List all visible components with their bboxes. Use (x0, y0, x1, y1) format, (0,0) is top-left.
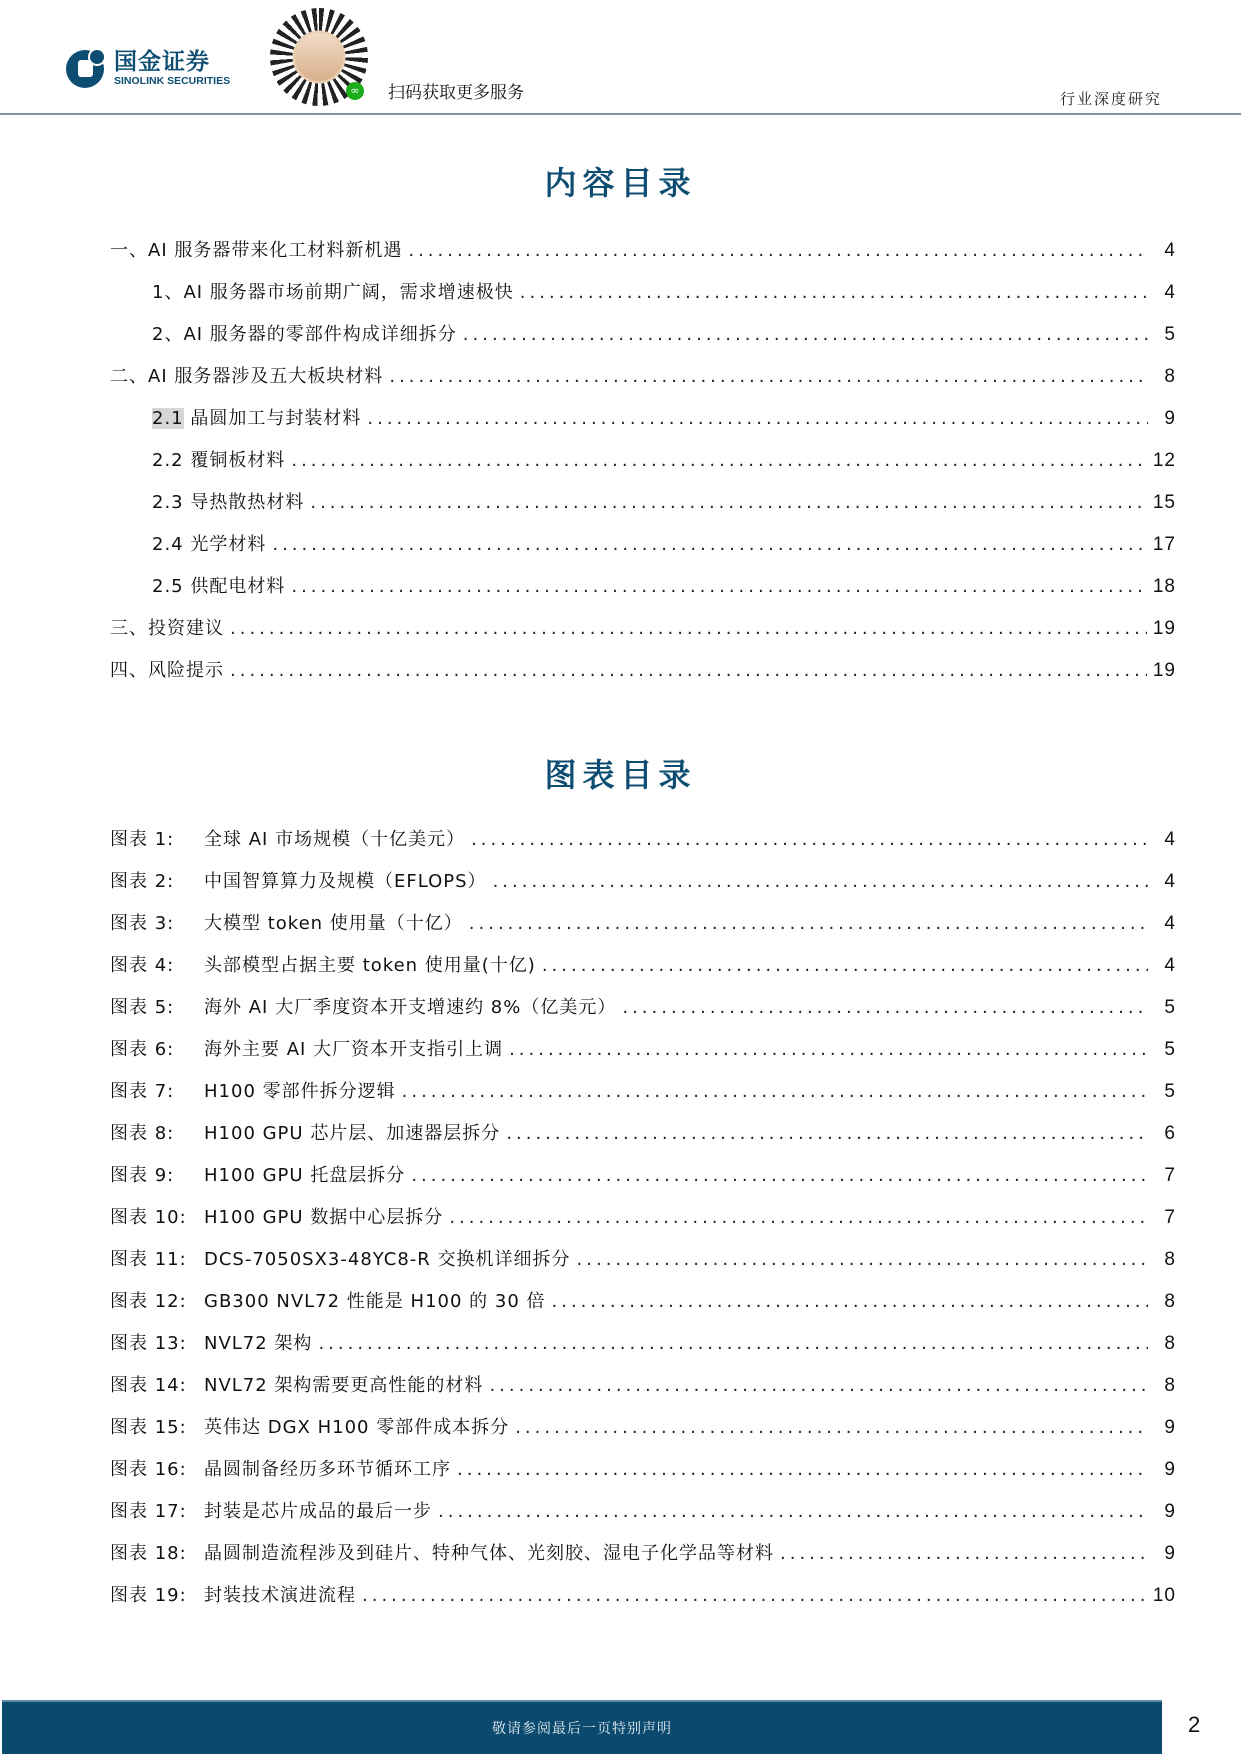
dot-leader (515, 1417, 1148, 1438)
figures-list (110, 825, 1176, 1623)
toc-page-number: 9 (1164, 408, 1176, 429)
toc-page-number: 5 (1164, 324, 1176, 345)
dot-leader (402, 1081, 1148, 1102)
figures-title: 图表目录 (544, 756, 697, 794)
toc-entry[interactable]: 2.3 导热散热材料 ..... 15 (110, 488, 1176, 530)
dot-leader (509, 1039, 1148, 1060)
dot-leader (463, 324, 1148, 345)
mini-program-icon: ∞ (346, 82, 364, 100)
figure-entry[interactable]: 图表 1: 全球 AI 市场规模（十亿美元） ..... 4 (110, 825, 1176, 867)
dot-leader (318, 1333, 1148, 1354)
dot-leader (577, 1249, 1148, 1270)
dot-leader (291, 450, 1147, 471)
figure-entry[interactable]: 图表 12: GB300 NVL72 性能是 H100 的 30 倍 ..... 8 (110, 1287, 1176, 1329)
selection-highlight: 2.1 (152, 408, 184, 429)
figure-entry[interactable]: 图表 10: H100 GPU 数据中心层拆分 ..... 7 (110, 1203, 1176, 1245)
figure-page-number: 4 (1164, 955, 1176, 976)
figure-entry[interactable]: 图表 16: 晶圆制备经历多环节循环工序 ..... 9 (110, 1455, 1176, 1497)
sinolink-logo-icon (66, 48, 106, 88)
figure-page-number: 5 (1164, 1039, 1176, 1060)
toc-entry[interactable]: 四、风险提示 ..... 19 (110, 656, 1176, 698)
disclaimer-notice: 敬请参阅最后一页特别声明 (492, 1721, 672, 1737)
figure-entry[interactable]: 图表 4: 头部模型占据主要 token 使用量(十亿) ..... 4 (110, 951, 1176, 993)
toc-entry[interactable]: 2.4 光学材料 ..... 17 (110, 530, 1176, 572)
qr-code-icon[interactable] (270, 8, 368, 106)
page-header (0, 0, 1241, 115)
contents-list (110, 236, 1176, 698)
toc-entry[interactable]: 二、AI 服务器涉及五大板块材料 ..... 8 (110, 362, 1176, 404)
toc-entry[interactable]: 2、AI 服务器的零部件构成详细拆分 ..... 5 (110, 320, 1176, 362)
figure-page-number: 9 (1164, 1543, 1176, 1564)
dot-leader (780, 1543, 1148, 1564)
qr-center-logo-icon (295, 33, 343, 81)
contents-title: 内容目录 (544, 164, 697, 202)
figure-page-number: 4 (1164, 871, 1176, 892)
figure-page-number: 7 (1164, 1165, 1176, 1186)
dot-leader (389, 366, 1148, 387)
figure-page-number: 9 (1164, 1459, 1176, 1480)
figure-page-number: 8 (1164, 1249, 1176, 1270)
figure-page-number: 4 (1164, 829, 1176, 850)
dot-leader (411, 1165, 1148, 1186)
figure-entry[interactable]: 图表 8: H100 GPU 芯片层、加速器层拆分 ..... 6 (110, 1119, 1176, 1161)
figure-entry[interactable]: 图表 3: 大模型 token 使用量（十亿） ..... 4 (110, 909, 1176, 951)
toc-page-number: 18 (1152, 576, 1176, 597)
page-footer (0, 1700, 1241, 1754)
toc-page-number: 19 (1152, 618, 1176, 639)
figure-entry[interactable]: 图表 15: 英伟达 DGX H100 零部件成本拆分 ..... 9 (110, 1413, 1176, 1455)
dot-leader (230, 660, 1147, 681)
brand-name-cn: 国金证券 (114, 48, 210, 75)
figure-page-number: 10 (1152, 1585, 1176, 1606)
dot-leader (272, 534, 1147, 555)
figure-page-number: 9 (1164, 1417, 1176, 1438)
dot-leader (506, 1123, 1148, 1144)
figure-page-number: 5 (1164, 997, 1176, 1018)
toc-page-number: 12 (1152, 450, 1176, 471)
figure-entry[interactable]: 图表 5: 海外 AI 大厂季度资本开支增速约 8%（亿美元） ..... 5 (110, 993, 1176, 1035)
figure-page-number: 5 (1164, 1081, 1176, 1102)
figure-entry[interactable]: 图表 11: DCS-7050SX3-48YC8-R 交换机详细拆分 ..... 8 (110, 1245, 1176, 1287)
toc-entry[interactable]: 1、AI 服务器市场前期广阔，需求增速极快 ..... 4 (110, 278, 1176, 320)
dot-leader (230, 618, 1147, 639)
toc-entry[interactable]: 2.5 供配电材料 ..... 18 (110, 572, 1176, 614)
dot-leader (310, 492, 1147, 513)
figure-entry[interactable]: 图表 14: NVL72 架构需要更高性能的材料 ..... 8 (110, 1371, 1176, 1413)
dot-leader (291, 576, 1147, 597)
figure-entry[interactable]: 图表 19: 封装技术演进流程 ..... 10 (110, 1581, 1176, 1623)
brand-name-en: SINOLINK SECURITIES (114, 74, 231, 87)
dot-leader (542, 955, 1148, 976)
toc-entry[interactable]: 一、AI 服务器带来化工材料新机遇 ..... 4 (110, 236, 1176, 278)
toc-page-number: 4 (1164, 240, 1176, 261)
toc-page-number: 4 (1164, 282, 1176, 303)
dot-leader (622, 997, 1148, 1018)
figure-entry[interactable]: 图表 9: H100 GPU 托盘层拆分 ..... 7 (110, 1161, 1176, 1203)
figure-page-number: 8 (1164, 1333, 1176, 1354)
dot-leader (367, 408, 1148, 429)
dot-leader (552, 1291, 1149, 1312)
toc-entry[interactable]: 三、投资建议 ..... 19 (110, 614, 1176, 656)
figure-entry[interactable]: 图表 2: 中国智算算力及规模（EFLOPS） ..... 4 (110, 867, 1176, 909)
dot-leader (408, 240, 1148, 261)
toc-page-number: 17 (1152, 534, 1176, 555)
figure-page-number: 4 (1164, 913, 1176, 934)
qr-caption: 扫码获取更多服务 (388, 83, 524, 103)
dot-leader (469, 913, 1148, 934)
dot-leader (438, 1501, 1148, 1522)
toc-entry[interactable]: 2.2 覆铜板材料 ..... 12 (110, 446, 1176, 488)
figure-entry[interactable]: 图表 18: 晶圆制造流程涉及到硅片、特种气体、光刻胶、湿电子化学品等材料 ..... 9 (110, 1539, 1176, 1581)
page-number: 2 (1188, 1712, 1201, 1737)
toc-page-number: 19 (1152, 660, 1176, 681)
figure-entry[interactable]: 图表 7: H100 零部件拆分逻辑 ..... 5 (110, 1077, 1176, 1119)
figure-page-number: 6 (1164, 1123, 1176, 1144)
dot-leader (489, 1375, 1148, 1396)
dot-leader (457, 1459, 1148, 1480)
toc-page-number: 8 (1164, 366, 1176, 387)
toc-entry[interactable]: 2.1 晶圆加工与封装材料 ..... 9 (110, 404, 1176, 446)
figure-page-number: 8 (1164, 1291, 1176, 1312)
figure-page-number: 8 (1164, 1375, 1176, 1396)
toc-page-number: 15 (1152, 492, 1176, 513)
figure-entry[interactable]: 图表 13: NVL72 架构 ..... 8 (110, 1329, 1176, 1371)
dot-leader (471, 829, 1148, 850)
figure-page-number: 7 (1164, 1207, 1176, 1228)
header-divider (0, 113, 1241, 115)
document-type-label: 行业深度研究 (1060, 90, 1163, 108)
dot-leader (362, 1585, 1147, 1606)
dot-leader (493, 871, 1148, 892)
figure-page-number: 9 (1164, 1501, 1176, 1522)
sinolink-logo (66, 48, 230, 88)
dot-leader (449, 1207, 1148, 1228)
figure-entry[interactable]: 图表 6: 海外主要 AI 大厂资本开支指引上调 ..... 5 (110, 1035, 1176, 1077)
figure-entry[interactable]: 图表 17: 封装是芯片成品的最后一步 ..... 9 (110, 1497, 1176, 1539)
dot-leader (520, 282, 1148, 303)
footer-bar (2, 1700, 1162, 1754)
